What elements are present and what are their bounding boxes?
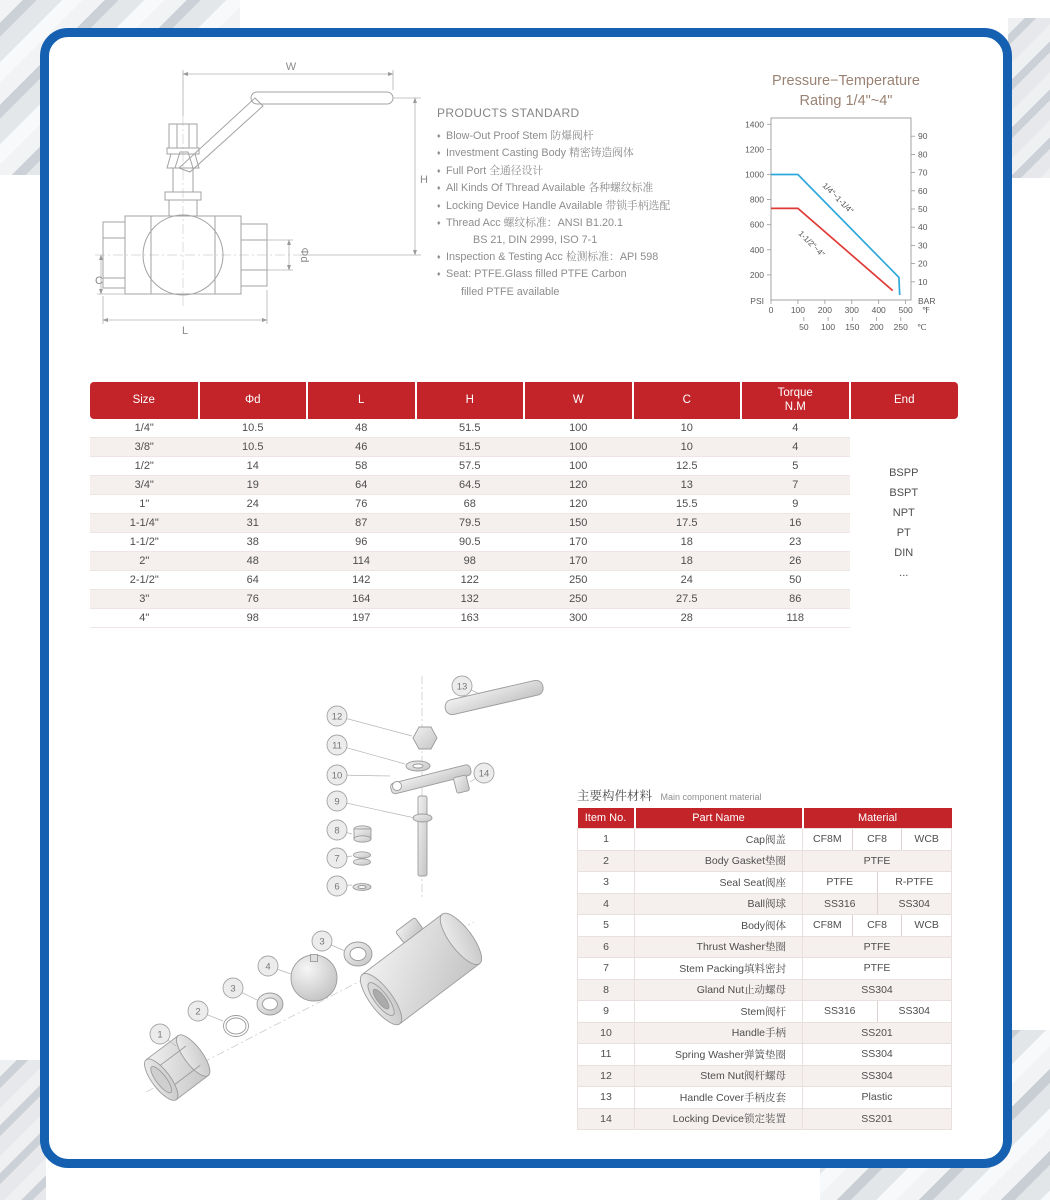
handle-bar: [251, 92, 393, 104]
part-balloon-number: 8: [334, 825, 340, 837]
dim-table-cell: 76: [307, 495, 416, 514]
standard-item: [437, 232, 713, 248]
part-balloon-number: 1: [157, 1029, 163, 1041]
exploded-view-diagram: [118, 660, 588, 1140]
material-table-title: [577, 786, 762, 805]
psi-unit-label: PSI: [750, 296, 764, 306]
material-value: PTFE: [826, 876, 854, 889]
stem-part: [418, 796, 427, 876]
end-thread-type: NPT: [892, 507, 915, 520]
dim-label-w: W: [285, 61, 297, 73]
item-number-cell: 8: [578, 979, 635, 1001]
dim-table-cell: 18: [633, 552, 742, 571]
dim-label-c: C: [95, 275, 103, 287]
fahrenheit-unit-label: ℉: [922, 305, 931, 315]
body-gasket-part: [224, 1016, 249, 1037]
handle-hole: [393, 782, 402, 791]
series-label-0: 1/4"~1-1/4": [820, 181, 856, 216]
dim-table-cell: 120: [524, 476, 633, 495]
item-number-cell: 11: [578, 1044, 635, 1066]
material-value: SS304: [861, 1069, 893, 1082]
material-cell: [803, 872, 952, 894]
dim-table-cell: 79.5: [416, 514, 525, 533]
balloon-leader-line: [337, 716, 412, 736]
item-number-cell: 10: [578, 1022, 635, 1044]
dim-table-cell: 98: [416, 552, 525, 571]
standard-item: [437, 163, 713, 180]
products-standard-list: [437, 128, 713, 300]
dim-table-cell: 4: [741, 438, 850, 457]
standard-item-text: Full Port 全通径设计: [446, 164, 544, 177]
material-table-row: [578, 872, 952, 894]
material-table-header: Part Name: [635, 808, 803, 829]
celsius-tick-label: 200: [869, 322, 884, 332]
fahrenheit-tick-label: 0: [768, 305, 774, 315]
diamond-bullet-icon: ♦: [437, 150, 441, 158]
dim-table-cell: 13: [633, 476, 742, 495]
dim-table-cell: 90.5: [416, 533, 525, 552]
fahrenheit-tick-label: 200: [817, 305, 832, 315]
material-cell: [803, 915, 952, 937]
celsius-tick-label: 250: [893, 322, 908, 332]
standard-item: [437, 266, 713, 283]
dimension-table: [90, 382, 958, 628]
part-balloon-number: 10: [331, 770, 343, 782]
material-value: SS304: [877, 1001, 952, 1022]
part-name-cell: Body Gasket垫圈: [635, 850, 803, 872]
series-label-1: 1-1/2"~4": [796, 229, 827, 259]
series-line-1: [771, 208, 893, 290]
dim-table-cell: 170: [524, 533, 633, 552]
standard-item: [437, 249, 713, 266]
dim-table-cell: 51.5: [416, 438, 525, 457]
chart-title-line1: Pressure−Temperature: [772, 73, 920, 89]
dim-table-cell: 31: [199, 514, 308, 533]
diamond-bullet-icon: ♦: [437, 167, 441, 175]
dim-table-cell: 24: [199, 495, 308, 514]
standard-item-text: Investment Casting Body 精密铸造阀体: [446, 147, 634, 160]
material-cell: [803, 850, 952, 872]
material-value: R-PTFE: [877, 872, 952, 893]
dim-table-cell: 48: [199, 552, 308, 571]
handle-lever: [179, 98, 263, 172]
part-name-cell: Ball阀球: [635, 893, 803, 915]
material-value: SS304: [861, 1048, 893, 1061]
celsius-unit-label: ℃: [917, 322, 927, 332]
dim-table-header: L: [307, 382, 416, 419]
material-table-header: Material: [803, 808, 952, 829]
standard-item: [437, 284, 713, 300]
dim-table-row: [90, 533, 958, 552]
dim-table-cell: 10.5: [199, 438, 308, 457]
material-value: PTFE: [863, 940, 891, 953]
dim-table-cell: 1/4": [90, 419, 199, 438]
valve-technical-drawing: [95, 52, 440, 352]
material-table-row: [578, 850, 952, 872]
fahrenheit-tick-label: 400: [871, 305, 886, 315]
dim-table-cell: 3/8": [90, 438, 199, 457]
dim-label-h: H: [420, 174, 428, 186]
item-number-cell: 7: [578, 958, 635, 980]
material-value: SS201: [861, 1026, 893, 1039]
standard-item-text: Blow-Out Proof Stem 防爆阀杆: [446, 130, 594, 142]
material-table-header: Item No.: [578, 808, 635, 829]
diamond-bullet-icon: ♦: [437, 202, 441, 210]
dim-table-row: [90, 419, 958, 438]
dim-table-cell: 24: [633, 571, 742, 590]
item-number-cell: 6: [578, 936, 635, 958]
part-balloon-number: 14: [478, 768, 490, 780]
material-table: [577, 808, 952, 1130]
dim-table-cell: 100: [524, 419, 633, 438]
part-balloon-number: 2: [195, 1006, 201, 1018]
psi-tick-label: 1000: [745, 169, 764, 180]
dim-table-cell: 10: [633, 419, 742, 438]
dim-table-header: Torque N.M: [741, 382, 850, 419]
part-name-cell: Stem Nut阀杆螺母: [635, 1065, 803, 1087]
dim-table-cell: 48: [307, 419, 416, 438]
dim-table-cell: 87: [307, 514, 416, 533]
dim-table-cell: 114: [307, 552, 416, 571]
bar-tick-label: 40: [918, 222, 928, 233]
dim-table-cell: 96: [307, 533, 416, 552]
dim-table-cell: 27.5: [633, 590, 742, 609]
balloon-leader-line: [337, 745, 405, 764]
material-value: CF8: [852, 915, 902, 936]
dim-table-cell: 170: [524, 552, 633, 571]
material-value: SS304: [861, 983, 893, 996]
dim-table-cell: 120: [524, 495, 633, 514]
dim-table-cell: 58: [307, 457, 416, 476]
material-value: SS201: [861, 1112, 893, 1125]
dim-table-cell: 15.5: [633, 495, 742, 514]
dim-table-cell: 10: [633, 438, 742, 457]
dim-table-cell: 4: [741, 419, 850, 438]
dim-table-cell: 132: [416, 590, 525, 609]
dim-table-cell: 64: [307, 476, 416, 495]
part-balloon-number: 11: [332, 740, 342, 752]
dim-table-cell: 3/4": [90, 476, 199, 495]
dim-table-cell: 118: [741, 609, 850, 628]
cap-part: [139, 1030, 215, 1105]
dim-table-cell: 5: [741, 457, 850, 476]
material-cell: [803, 1001, 952, 1023]
part-balloon-number: 6: [334, 881, 340, 893]
stem-packing-part: [354, 852, 371, 858]
material-value: SS316: [823, 897, 856, 910]
standard-item-text: All Kinds Of Thread Available 各种螺纹标准: [446, 182, 654, 195]
dimension-labels: [95, 61, 428, 337]
dim-table-header: C: [633, 382, 742, 419]
material-table-row: [578, 829, 952, 851]
fahrenheit-tick-label: 500: [898, 305, 913, 315]
psi-tick-label: 800: [749, 194, 764, 205]
material-table-row: [578, 1065, 952, 1087]
bar-tick-label: 50: [918, 204, 928, 214]
celsius-tick-label: 150: [845, 322, 860, 332]
dim-table-row: [90, 476, 958, 495]
end-thread-type: BSPT: [889, 487, 919, 500]
dim-table-cell: 250: [524, 590, 633, 609]
dim-table-cell: 16: [741, 514, 850, 533]
dim-table-cell: 26: [741, 552, 850, 571]
dim-table-cell: 300: [524, 609, 633, 628]
part-name-cell: Body阀体: [635, 915, 803, 937]
dim-table-header: Size: [90, 382, 199, 419]
dim-table-cell: 100: [524, 457, 633, 476]
standard-item: [437, 215, 713, 232]
item-number-cell: 14: [578, 1108, 635, 1130]
dim-table-cell: 98: [199, 609, 308, 628]
material-value: PTFE: [863, 854, 891, 867]
dim-table-cell: 17.5: [633, 514, 742, 533]
dim-table-cell: 122: [416, 571, 525, 590]
diamond-bullet-icon: ♦: [437, 185, 441, 193]
dim-table-cell: 150: [524, 514, 633, 533]
material-value: CF8M: [813, 919, 842, 932]
dim-table-header: H: [416, 382, 525, 419]
balloon-leader-line: [337, 801, 415, 818]
dim-table-cell: 163: [416, 609, 525, 628]
material-cell: [803, 1108, 952, 1130]
dim-table-cell: 164: [307, 590, 416, 609]
part-balloon-number: 3: [319, 936, 325, 948]
material-cell: [803, 1022, 952, 1044]
item-number-cell: 5: [578, 915, 635, 937]
material-table-row: [578, 1087, 952, 1109]
material-value: SS316: [823, 1005, 856, 1018]
products-standard-title: PRODUCTS STANDARD: [437, 106, 580, 120]
dim-table-cell: 57.5: [416, 457, 525, 476]
material-table-row: [578, 1044, 952, 1066]
celsius-tick-label: 100: [820, 322, 836, 332]
bar-tick-label: 90: [918, 131, 928, 142]
material-table-row: [578, 958, 952, 980]
standard-item-text: filled PTFE available: [461, 285, 560, 298]
standard-item-text: Seat: PTFE.Glass filled PTFE Carbon: [446, 268, 627, 281]
dim-table-row: [90, 514, 958, 533]
dim-table-cell: 23: [741, 533, 850, 552]
dim-table-cell: 1/2": [90, 457, 199, 476]
material-table-row: [578, 1022, 952, 1044]
material-cell: [803, 958, 952, 980]
dim-table-cell: 250: [524, 571, 633, 590]
part-name-cell: Cap阀盖: [635, 829, 803, 851]
chart-title-line2: Rating 1/4"~4": [799, 92, 893, 109]
material-value: PTFE: [863, 962, 891, 975]
end-thread-type: DIN: [894, 547, 914, 560]
dim-table-row: [90, 552, 958, 571]
bar-tick-label: 30: [918, 240, 928, 251]
bar-tick-label: 80: [918, 149, 928, 160]
dim-table-cell: 1": [90, 495, 199, 514]
dim-table-cell: 19: [199, 476, 308, 495]
material-table-row: [578, 893, 952, 915]
standard-item-text: BS 21, DIN 2999, ISO 7-1: [473, 234, 598, 247]
end-thread-type: ...: [899, 567, 909, 580]
part-balloon-number: 12: [331, 711, 343, 723]
psi-tick-label: 200: [749, 269, 764, 280]
dim-table-cell: 4": [90, 609, 199, 628]
item-number-cell: 4: [578, 893, 635, 915]
dim-table-row: [90, 571, 958, 590]
dim-table-cell: 197: [307, 609, 416, 628]
diamond-bullet-icon: ♦: [437, 220, 441, 228]
material-table-row: [578, 1108, 952, 1130]
material-cell: [803, 979, 952, 1001]
part-balloon-number: 4: [265, 961, 271, 973]
dim-table-cell: 10.5: [199, 419, 308, 438]
psi-tick-label: 400: [749, 244, 764, 255]
dim-table-cell: 9: [741, 495, 850, 514]
dim-table-header: Φd: [199, 382, 308, 419]
part-name-cell: Seal Seat阀座: [635, 872, 803, 894]
dim-table-cell: 68: [416, 495, 525, 514]
dim-table-cell: 7: [741, 476, 850, 495]
dim-table-cell: 38: [199, 533, 308, 552]
material-value: SS304: [877, 894, 952, 915]
diamond-bullet-icon: ♦: [437, 133, 441, 140]
dim-table-cell: 28: [633, 609, 742, 628]
dim-label-d: Φd: [298, 247, 310, 263]
dim-table-cell: 76: [199, 590, 308, 609]
material-cell: [803, 1065, 952, 1087]
item-number-cell: 1: [578, 829, 635, 851]
material-value: WCB: [901, 829, 951, 850]
bar-tick-label: 70: [918, 167, 928, 178]
end-thread-type: PT: [896, 527, 911, 540]
standard-item: [437, 198, 713, 215]
item-number-cell: 9: [578, 1001, 635, 1023]
material-table-row: [578, 979, 952, 1001]
bar-tick-label: 10: [918, 276, 928, 287]
part-name-cell: Gland Nut止动螺母: [635, 979, 803, 1001]
standard-item-text: Thread Acc 螺纹标准：ANSI B1.20.1: [446, 217, 624, 230]
locking-device-part: [453, 775, 469, 794]
products-standard-section: [437, 106, 713, 300]
psi-tick-label: 600: [749, 219, 764, 230]
dim-table-cell: 64: [199, 571, 308, 590]
material-title-en: Main component material: [660, 792, 762, 802]
dim-table-cell: 1-1/4": [90, 514, 199, 533]
part-name-cell: Handle Cover手柄皮套: [635, 1087, 803, 1109]
item-number-cell: 3: [578, 872, 635, 894]
item-number-cell: 2: [578, 850, 635, 872]
bar-tick-label: 60: [918, 185, 928, 196]
dim-table-row: [90, 609, 958, 628]
end-thread-types-cell: [850, 419, 959, 628]
celsius-tick-label: 50: [799, 322, 809, 332]
dim-table-cell: 3": [90, 590, 199, 609]
material-value: CF8M: [813, 833, 842, 846]
material-cell: [803, 936, 952, 958]
dim-table-header: End: [850, 382, 959, 419]
dim-table-cell: 12.5: [633, 457, 742, 476]
dim-table-cell: 1-1/2": [90, 533, 199, 552]
pressure-temperature-chart: [714, 106, 974, 346]
dim-table-cell: 86: [741, 590, 850, 609]
dim-table-cell: 64.5: [416, 476, 525, 495]
material-cell: [803, 893, 952, 915]
standard-item: [437, 128, 713, 145]
material-cell: [803, 829, 952, 851]
part-balloon-number: 7: [334, 853, 340, 865]
dim-table-row: [90, 590, 958, 609]
fahrenheit-tick-label: 100: [790, 305, 806, 315]
dim-label-l: L: [181, 325, 189, 337]
psi-tick-label: 1400: [745, 119, 764, 130]
part-balloon-number: 13: [456, 681, 468, 693]
material-table-row: [578, 1001, 952, 1023]
dim-table-header: W: [524, 382, 633, 419]
dim-table-cell: 2-1/2": [90, 571, 199, 590]
part-name-cell: Thrust Washer垫圈: [635, 936, 803, 958]
dim-table-cell: 50: [741, 571, 850, 590]
dim-table-cell: 18: [633, 533, 742, 552]
material-table-row: [578, 936, 952, 958]
part-balloon-number: 3: [230, 983, 236, 995]
dim-table-cell: 100: [524, 438, 633, 457]
dim-table-cell: 2": [90, 552, 199, 571]
dim-table-row: [90, 438, 958, 457]
stem-nut-part: [413, 727, 437, 749]
bar-unit-label: BAR: [918, 296, 936, 306]
standard-item-text: Locking Device Handle Available 带锁手柄选配: [446, 199, 671, 212]
dim-table-cell: 46: [307, 438, 416, 457]
drawing-centerlines: [95, 80, 300, 308]
dim-table-cell: 51.5: [416, 419, 525, 438]
standard-item-text: Inspection & Testing Acc 检测标准：API 598: [446, 250, 659, 263]
part-name-cell: Handle手柄: [635, 1022, 803, 1044]
diamond-bullet-icon: ♦: [437, 271, 441, 279]
end-thread-type: BSPP: [889, 467, 919, 480]
fahrenheit-tick-label: 300: [844, 305, 859, 315]
part-balloon-number: 9: [334, 796, 340, 808]
bar-tick-label: 20: [918, 258, 928, 269]
diamond-bullet-icon: ♦: [437, 253, 441, 261]
material-value: WCB: [901, 915, 951, 936]
item-number-cell: 13: [578, 1087, 635, 1109]
standard-item: [437, 145, 713, 162]
dim-table-row: [90, 495, 958, 514]
dim-table-row: [90, 457, 958, 476]
psi-tick-label: 1200: [745, 144, 764, 155]
standard-item: [437, 180, 713, 197]
dim-table-cell: 14: [199, 457, 308, 476]
material-value: CF8: [852, 829, 902, 850]
dim-table-cell: 142: [307, 571, 416, 590]
material-table-row: [578, 915, 952, 937]
material-cell: [803, 1044, 952, 1066]
part-name-cell: Locking Device锁定装置: [635, 1108, 803, 1130]
material-cell: [803, 1087, 952, 1109]
material-value: Plastic: [861, 1091, 893, 1104]
item-number-cell: 12: [578, 1065, 635, 1087]
valve-outline: [103, 92, 393, 295]
material-title-cn: 主要构件材料: [577, 789, 653, 803]
part-name-cell: Spring Washer弹簧垫圈: [635, 1044, 803, 1066]
part-name-cell: Stem阀杆: [635, 1001, 803, 1023]
part-name-cell: Stem Packing填料密封: [635, 958, 803, 980]
